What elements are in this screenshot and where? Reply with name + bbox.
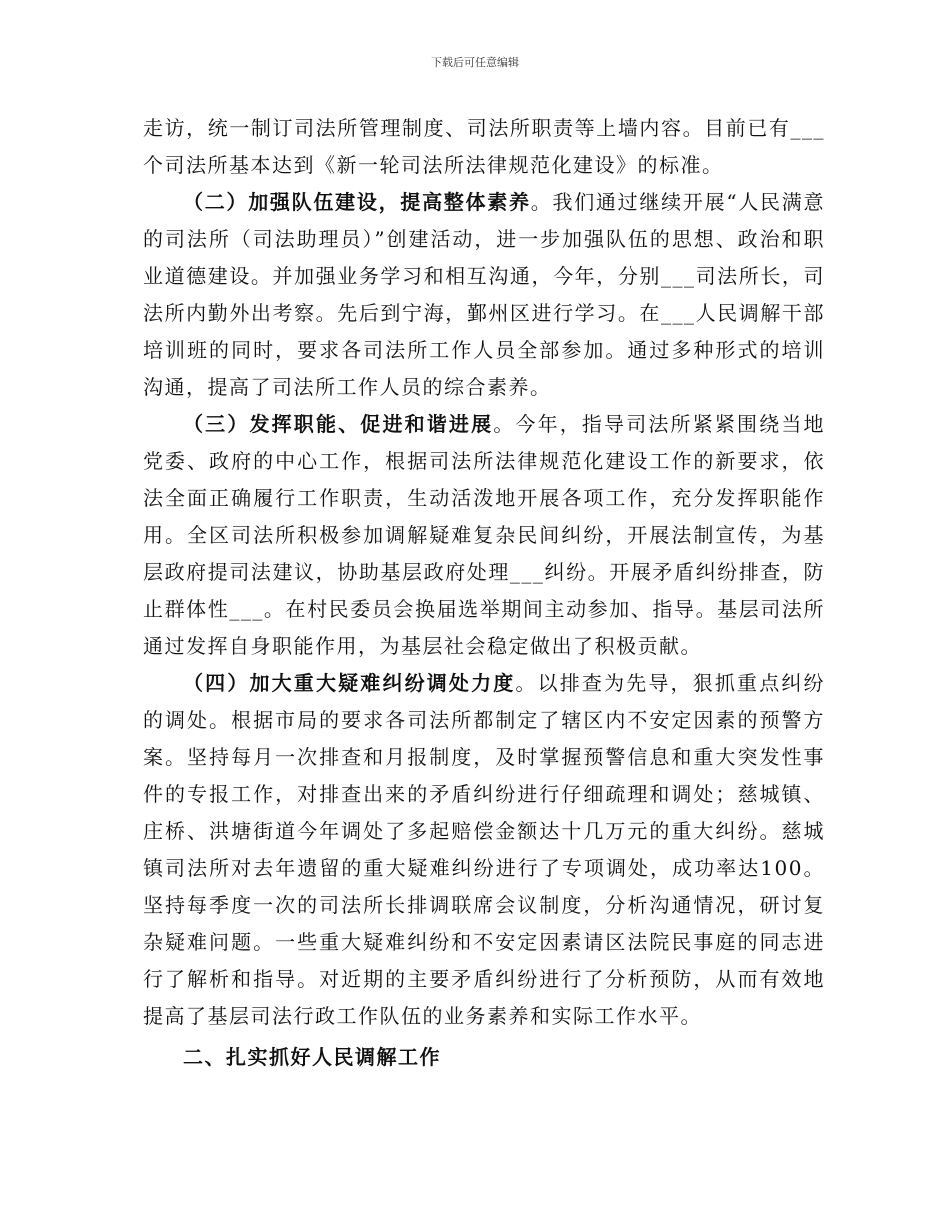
paragraph-lead: （二）加强队伍建设，提高整体素养 <box>183 190 531 214</box>
paragraph-lead: （四）加大重大疑难纠纷调处力度 <box>183 671 516 695</box>
document-body <box>143 110 825 1076</box>
paragraph-dispute-handling <box>143 665 825 1035</box>
paragraph-continuation <box>143 110 825 184</box>
paragraph-text: 。今年，指导司法所紧紧围绕当地党委、政府的中心工作，根据司法所法律规范化建设工作的新要求，依法全面正确履行工作职责，生动活泼地开展各项工作，充分发挥职能作用。全区司法所积极参加调解疑难复杂民间纠纷，开展法制宣传，为基层政府提司法建议，协助基层政府处理___纠纷。开展矛盾纠纷排查，防止群体性___。在村民委员会换届选举期间主动参加、指导。基层司法所通过发挥自身职能作用，为基层社会稳定做出了积极贡献。 <box>143 412 825 658</box>
paragraph-function-role <box>143 406 825 665</box>
paragraph-team-building <box>143 184 825 406</box>
page-header: 下载后可任意编辑 <box>431 56 519 69</box>
paragraph-text: 。我们通过继续开展“人民满意的司法所（司法助理员）”创建活动，进一步加强队伍的思想、政治和职业道德建设。并加强业务学习和相互沟通，今年，分别___司法所长，司法所内勤外出考察。先后到宁海，鄞州区进行学习。在___人民调解干部培训班的同时，要求各司法所工作人员全部参加。通过多种形式的培训沟通，提高了司法所工作人员的综合素养。 <box>143 190 825 399</box>
paragraph-text: 走访，统一制订司法所管理制度、司法所职责等上墙内容。目前已有___个司法所基本达到《新一轮司法所法律规范化建设》的标准。 <box>143 116 825 177</box>
section-heading: 二、扎实抓好人民调解工作 <box>183 1045 441 1069</box>
paragraph-text: 。以排查为先导，狠抓重点纠纷的调处。根据市局的要求各司法所都制定了辖区内不安定因素的预警方案。坚持每月一次排查和月报制度，及时掌握预警信息和重大突发性事件的专报工作，对排查出来的矛盾纠纷进行仔细疏理和调处；慈城镇、庄桥、洪塘街道今年调处了多起赔偿金额达十几万元的重大纠纷。慈城镇司法所对去年遗留的重大疑难纠纷进行了专项调处，成功率达100。坚持每季度一次的司法所长排调联席会议制度，分析沟通情况，研讨复杂疑难问题。一些重大疑难纠纷和不安定因素请区法院民事庭的同志进行了解析和指导。对近期的主要矛盾纠纷进行了分析预防，从而有效地提高了基层司法行政工作队伍的业务素养和实际工作水平。 <box>143 671 826 1028</box>
paragraph-lead: （三）发挥职能、促进和谐进展 <box>183 412 494 436</box>
